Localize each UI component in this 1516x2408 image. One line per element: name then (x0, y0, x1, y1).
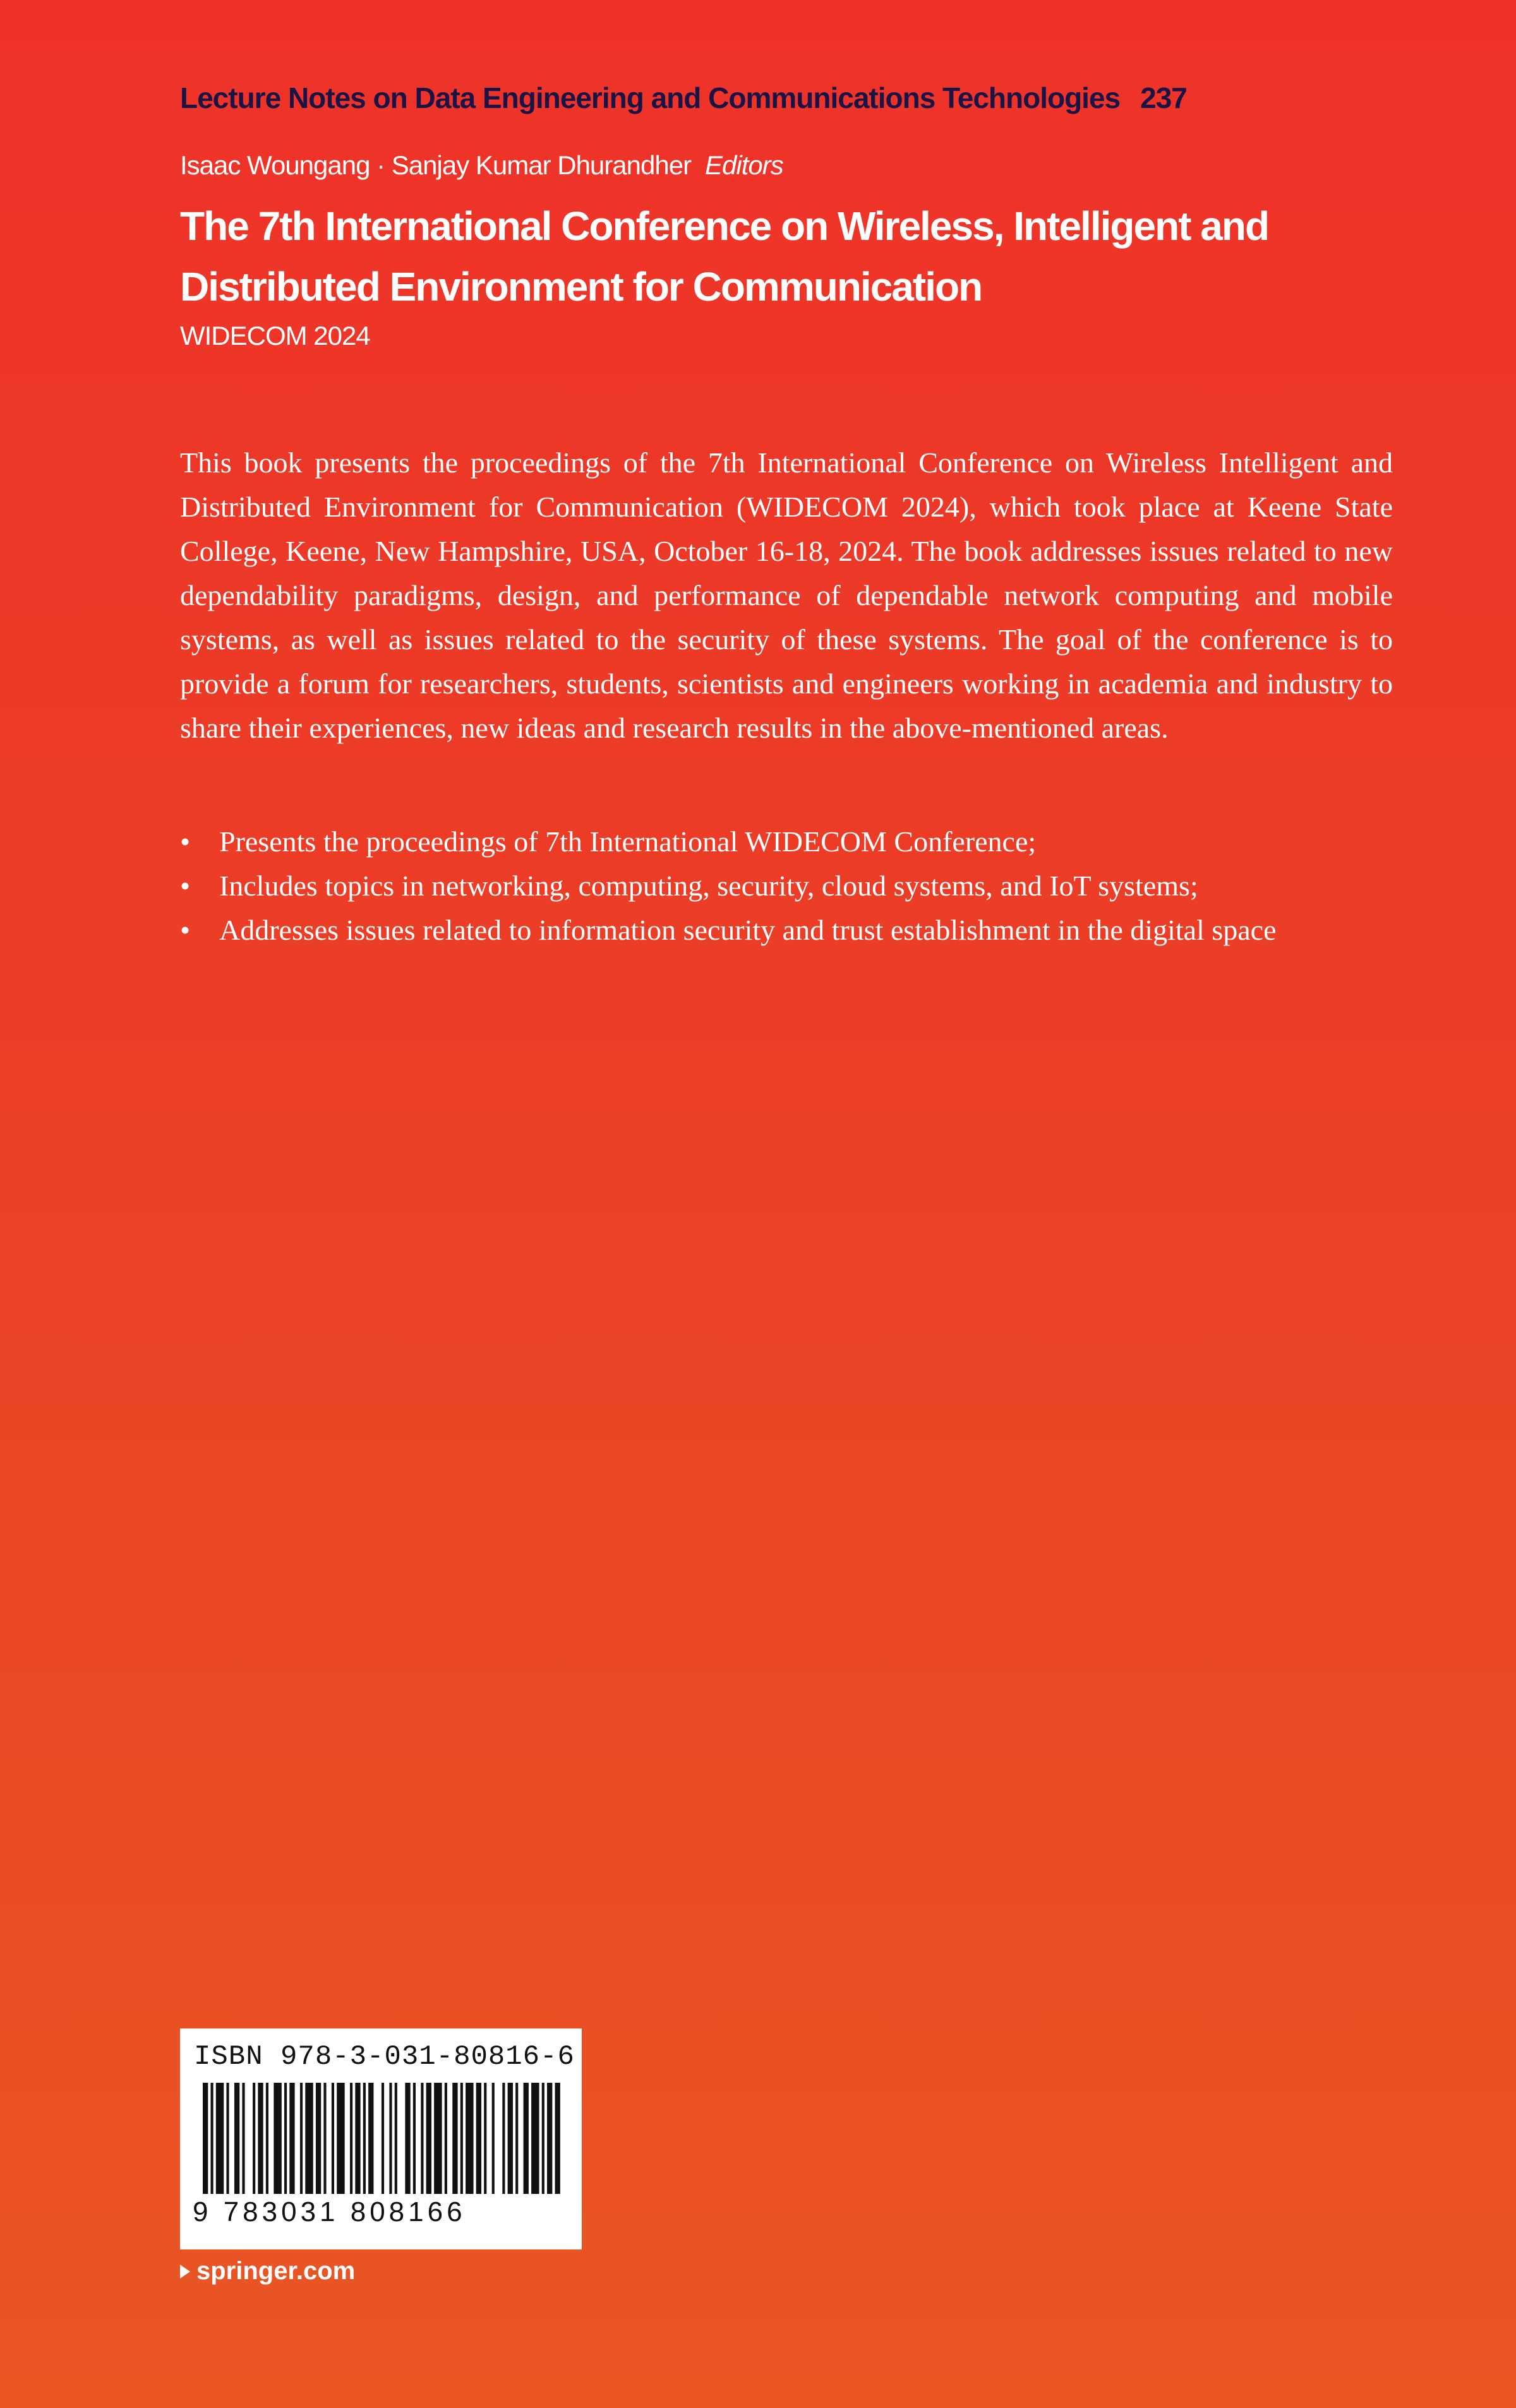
series-number: 237 (1140, 81, 1187, 114)
series-heading (180, 81, 1380, 115)
feature-item: • Includes topics in networking, computing, security, cloud systems, and IoT systems; (180, 864, 1280, 908)
springer-website-link[interactable] (180, 2257, 355, 2285)
barcode-digits: 9 783031 808166 (193, 2196, 466, 2227)
feature-list (180, 820, 1380, 952)
barcode-icon (203, 2083, 563, 2194)
feature-item: • Addresses issues related to information security and trust establishment in the digital space (180, 908, 1280, 952)
book-description: This book presents the proceedings of the 7th International Conference on Wireless Intelligent and Distributed Environment for Communication (WIDECOM 2024), which took place at Keene State College, Keene, New Hampshire, USA, October 16-18, 2024. The book addresses issues related to new dependability paradigms, design, and performance of dependable network computing and mobile systems, as well as issues related to the security of these systems. The goal of the conference is to provide a forum for researchers, students, scientists and engineers working in academia and industry to share their experiences, new ideas and research results in the above-mentioned areas. (180, 446, 1393, 744)
editors-line (180, 150, 1380, 181)
book-title-line-2: Distributed Environment for Communication (180, 264, 982, 309)
book-subtitle: WIDECOM 2024 (180, 321, 370, 350)
springer-website-label: springer.com (196, 2257, 356, 2285)
book-title-line-1: The 7th International Conference on Wireless, Intelligent and (180, 203, 1269, 249)
arrow-right-icon (180, 2265, 190, 2279)
editors-role: Editors (705, 150, 783, 180)
series-title: Lecture Notes on Data Engineering and Communications Technologies (180, 81, 1121, 114)
isbn-barcode (180, 2028, 582, 2249)
isbn-number: ISBN 978-3-031-80816-6 (194, 2041, 575, 2073)
feature-item: • Presents the proceedings of 7th International WIDECOM Conference; (180, 820, 1280, 864)
editor-names: Isaac Woungang · Sanjay Kumar Dhurandher (180, 150, 692, 180)
book-title (180, 196, 1380, 317)
